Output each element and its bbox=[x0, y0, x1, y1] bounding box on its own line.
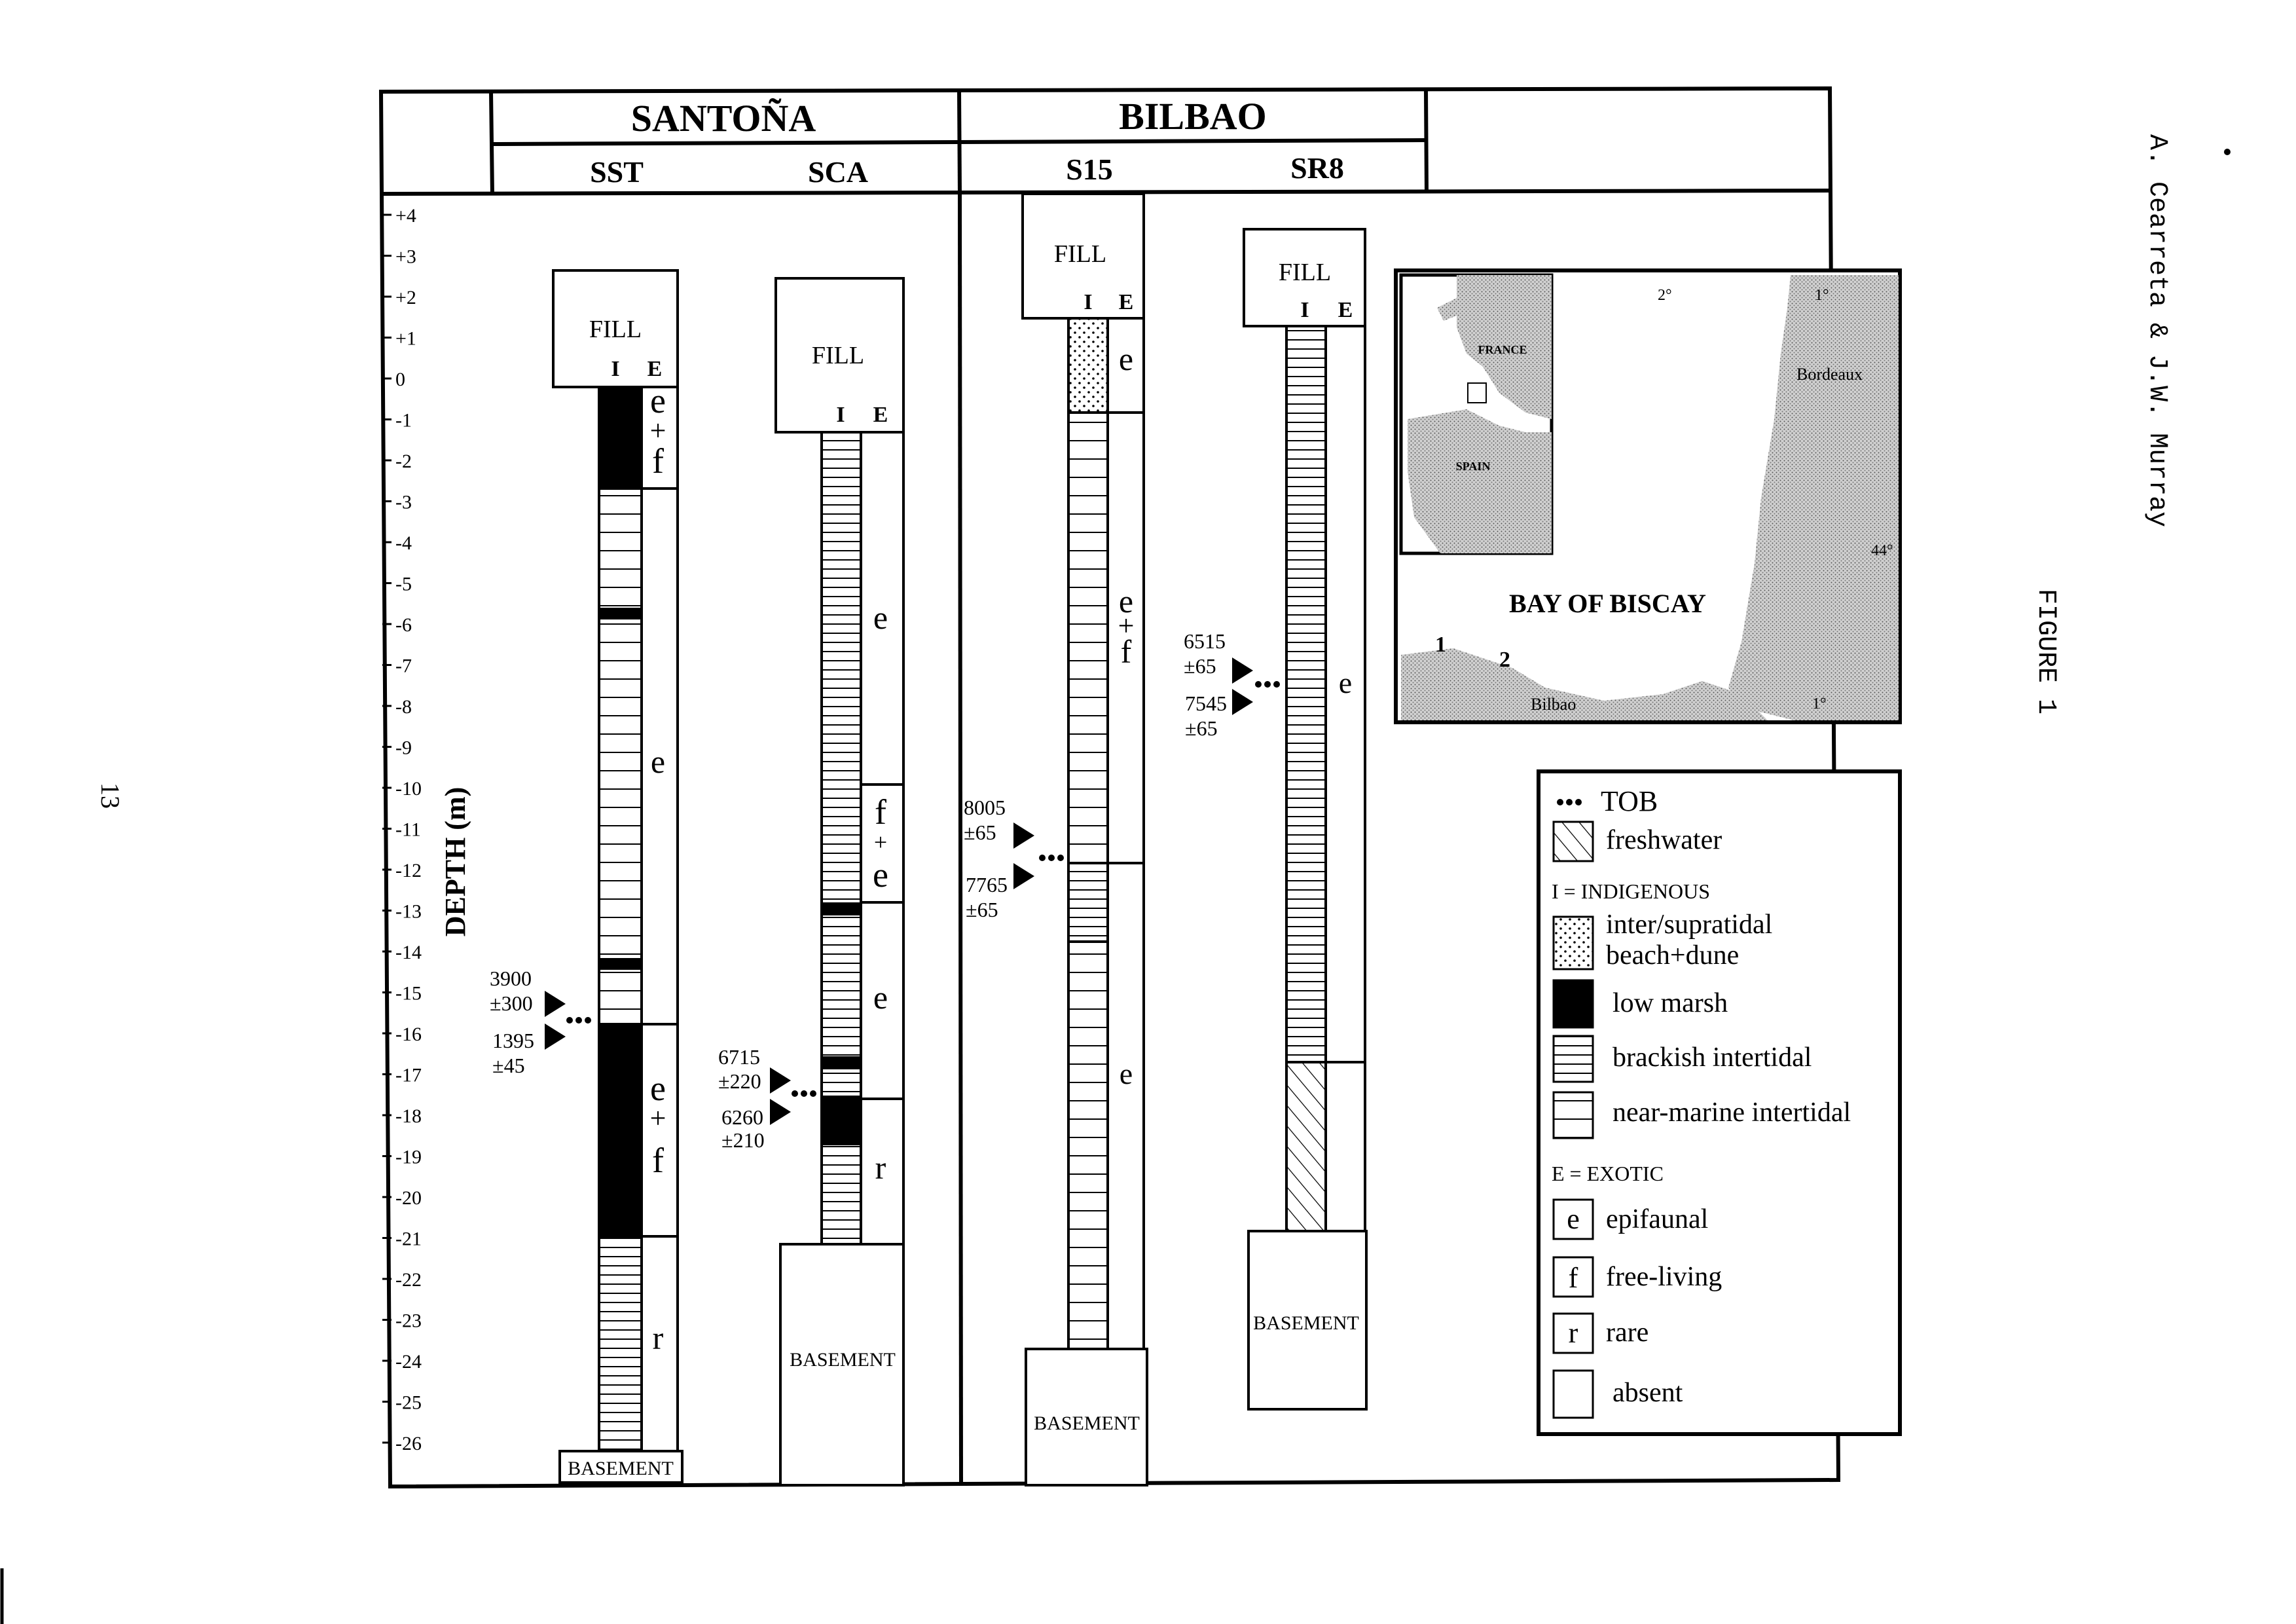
depth-axis-tick-label: -19 bbox=[395, 1146, 422, 1168]
legend-epifaunal-code: e bbox=[1567, 1203, 1580, 1235]
legend-free-living-code: f bbox=[1568, 1262, 1578, 1294]
sca-exotic-e2: e bbox=[873, 855, 888, 895]
region-label-santona: SANTOÑA bbox=[630, 97, 816, 139]
depth-axis-tick-label: +4 bbox=[395, 205, 416, 227]
depth-axis-tick-label: -6 bbox=[395, 614, 412, 636]
s15-exotic-e3: e bbox=[1119, 1057, 1133, 1090]
s15-date-marker-a bbox=[1013, 822, 1034, 849]
depth-axis-tick-label: -8 bbox=[395, 696, 412, 718]
depth-axis-tick-label: -14 bbox=[395, 942, 422, 963]
sst-exotic-e2: e bbox=[650, 743, 666, 780]
sst-exotic-r: r bbox=[652, 1320, 664, 1356]
sr8-exotic-e: e bbox=[1338, 666, 1353, 699]
legend-epifaunal-label: epifaunal bbox=[1606, 1204, 1709, 1234]
sca-date-b-error: ±210 bbox=[721, 1128, 765, 1152]
legend-brackish-label: brackish intertidal bbox=[1613, 1043, 1812, 1073]
depth-axis-tick-label: -25 bbox=[395, 1392, 422, 1414]
sr8-date-b-error: ±65 bbox=[1185, 716, 1218, 740]
sca-exotic-f: f bbox=[875, 792, 886, 832]
depth-axis-tick-label: +3 bbox=[395, 246, 416, 268]
sst-date-marker-b bbox=[545, 1024, 566, 1050]
sr8-date-marker-b bbox=[1232, 689, 1253, 715]
location-map bbox=[1396, 270, 1900, 722]
sst-exotic-f2: f bbox=[652, 1141, 664, 1180]
depth-axis-tick-label: -9 bbox=[395, 737, 412, 759]
legend-absent-swatch bbox=[1554, 1371, 1593, 1418]
depth-axis-tick-label: -5 bbox=[395, 573, 412, 595]
depth-axis-tick-label: -3 bbox=[395, 491, 412, 513]
sr8-fill-label: FILL bbox=[1278, 259, 1332, 286]
depth-axis-tick-label: -10 bbox=[395, 778, 422, 800]
s15-tob-marker bbox=[1039, 855, 1064, 861]
depth-axis-tick-label: -2 bbox=[395, 451, 412, 472]
legend-tob-label: TOB bbox=[1601, 785, 1658, 817]
legend-free-living-label: free-living bbox=[1606, 1262, 1722, 1292]
s15-date-b: 7765 bbox=[966, 873, 1008, 896]
legend-near-marine-label: near-marine intertidal bbox=[1613, 1098, 1851, 1128]
page-number: 13 bbox=[96, 783, 125, 809]
map-site-1: 1 bbox=[1435, 633, 1446, 657]
sca-exotic-plus: + bbox=[873, 829, 888, 855]
legend-near-marine-swatch bbox=[1554, 1092, 1593, 1138]
legend bbox=[1539, 771, 1900, 1434]
inset-france-label: FRANCE bbox=[1478, 343, 1527, 356]
map-lat-44: 44° bbox=[1871, 542, 1893, 559]
depth-axis-tick-label: -13 bbox=[395, 900, 422, 923]
depth-axis-tick-label: -16 bbox=[395, 1024, 422, 1045]
map-lon-2: 2° bbox=[1658, 287, 1672, 304]
s15-fill-label: FILL bbox=[1053, 240, 1107, 268]
sr8-basement-label: BASEMENT bbox=[1253, 1312, 1359, 1334]
legend-inter-supratidal-label: inter/supratidal bbox=[1606, 910, 1773, 940]
core-label-sr8: SR8 bbox=[1290, 151, 1344, 185]
sca-col-e: E bbox=[873, 403, 888, 427]
s15-date-b-error: ±65 bbox=[966, 898, 998, 921]
sr8-col-e: E bbox=[1338, 298, 1353, 322]
legend-inter-supratidal-swatch bbox=[1554, 917, 1593, 969]
sst-exotic-e: e bbox=[650, 381, 666, 420]
sst-date-b: 1395 bbox=[492, 1029, 534, 1052]
core-column-sr8 bbox=[1244, 229, 1366, 1409]
depth-axis-tick-label: +1 bbox=[395, 327, 416, 350]
sst-col-i: I bbox=[611, 357, 620, 381]
margin-dot bbox=[2224, 149, 2231, 155]
sst-exotic-plus: + bbox=[649, 415, 666, 447]
map-title-bay-of-biscay: BAY OF BISCAY bbox=[1509, 589, 1706, 618]
s15-col-i: I bbox=[1084, 290, 1093, 314]
depth-axis-label: DEPTH (m) bbox=[439, 786, 471, 937]
s15-date-a-error: ±65 bbox=[964, 821, 996, 844]
depth-axis-tick-label: -22 bbox=[395, 1269, 422, 1291]
legend-beach-dune-label: beach+dune bbox=[1606, 940, 1740, 970]
sst-date-a-error: ±300 bbox=[490, 991, 533, 1015]
depth-axis-tick-label: -20 bbox=[395, 1187, 422, 1209]
sca-date-b: 6260 bbox=[721, 1105, 763, 1129]
legend-rare-code: r bbox=[1568, 1317, 1578, 1349]
s15-exotic-e2: e bbox=[1118, 583, 1134, 619]
depth-axis-tick-label: -21 bbox=[395, 1228, 422, 1250]
sca-col-i: I bbox=[836, 403, 845, 427]
sca-date-marker-b bbox=[770, 1099, 791, 1125]
sst-exotic-f: f bbox=[652, 441, 664, 481]
s15-exotic-f: f bbox=[1120, 633, 1132, 670]
s15-exotic-e: e bbox=[1118, 341, 1134, 377]
core-column-s15 bbox=[1023, 194, 1147, 1485]
core-label-s15: S15 bbox=[1066, 153, 1113, 186]
depth-axis-tick-label: -23 bbox=[395, 1310, 422, 1332]
depth-axis-tick-label: -15 bbox=[395, 982, 422, 1005]
sst-fill-label: FILL bbox=[589, 316, 642, 343]
core-label-sst: SST bbox=[590, 155, 644, 189]
inset-map bbox=[1401, 275, 1552, 553]
sca-date-marker-a bbox=[770, 1067, 791, 1094]
legend-absent-label: absent bbox=[1613, 1378, 1683, 1408]
depth-axis-tick-label: -11 bbox=[395, 819, 421, 841]
sr8-date-a-error: ±65 bbox=[1184, 654, 1216, 678]
sca-date-a: 6715 bbox=[718, 1045, 760, 1069]
sr8-date-b: 7545 bbox=[1185, 692, 1227, 715]
figure-label: FIGURE 1 bbox=[2031, 588, 2060, 715]
inset-spain-label: SPAIN bbox=[1455, 460, 1491, 473]
sst-exotic-e3: e bbox=[650, 1069, 666, 1108]
depth-axis-tick-label: -17 bbox=[395, 1064, 422, 1086]
author-credit: A. Cearreta & J.W. Murray bbox=[2142, 134, 2172, 528]
map-lon-1-top: 1° bbox=[1815, 287, 1829, 304]
legend-rare-label: rare bbox=[1606, 1318, 1649, 1348]
map-lon-1-bottom: 1° bbox=[1812, 695, 1827, 712]
legend-brackish-swatch bbox=[1554, 1036, 1593, 1082]
depth-axis-tick-label: -1 bbox=[395, 409, 412, 432]
core-label-sca: SCA bbox=[807, 155, 869, 189]
sr8-date-a: 6515 bbox=[1184, 629, 1226, 653]
sca-basement-label: BASEMENT bbox=[790, 1349, 896, 1371]
sst-date-b-error: ±45 bbox=[492, 1054, 525, 1077]
sca-fill-label: FILL bbox=[811, 342, 865, 369]
sr8-date-marker-a bbox=[1232, 657, 1253, 684]
sca-exotic-r: r bbox=[875, 1149, 886, 1186]
s15-basement-label: BASEMENT bbox=[1034, 1412, 1140, 1434]
depth-axis-tick-label: -7 bbox=[395, 655, 412, 677]
s15-exotic-plus: + bbox=[1118, 610, 1135, 642]
legend-low-marsh-label: low marsh bbox=[1613, 988, 1728, 1018]
s15-col-e: E bbox=[1118, 290, 1134, 314]
map-site-2: 2 bbox=[1499, 648, 1510, 672]
map-label-bilbao: Bilbao bbox=[1531, 695, 1576, 714]
region-label-bilbao: BILBAO bbox=[1119, 95, 1267, 138]
depth-axis-tick-label: -4 bbox=[395, 532, 412, 554]
sca-exotic-e3: e bbox=[873, 979, 888, 1016]
sr8-col-i: I bbox=[1300, 298, 1309, 322]
sst-date-a: 3900 bbox=[490, 967, 532, 990]
depth-axis-tick-label: -18 bbox=[395, 1105, 422, 1127]
map-label-bordeaux: Bordeaux bbox=[1796, 365, 1863, 384]
s15-date-a: 8005 bbox=[964, 796, 1006, 819]
sca-date-a-error: ±220 bbox=[718, 1069, 761, 1093]
sst-date-marker-a bbox=[545, 991, 566, 1017]
sr8-tob-marker bbox=[1255, 681, 1280, 688]
sca-tob-marker bbox=[792, 1090, 816, 1097]
legend-indigenous-heading: I = INDIGENOUS bbox=[1552, 879, 1711, 903]
depth-axis-tick-label: 0 bbox=[395, 369, 405, 390]
legend-freshwater-swatch bbox=[1554, 822, 1593, 861]
depth-axis-tick-label: +2 bbox=[395, 287, 416, 308]
sst-tob-marker bbox=[566, 1017, 591, 1024]
sst-exotic-plus2: + bbox=[649, 1102, 666, 1134]
depth-axis-tick-label: -12 bbox=[395, 860, 422, 881]
legend-freshwater-label: freshwater bbox=[1606, 825, 1722, 855]
sca-exotic-e: e bbox=[873, 599, 888, 636]
legend-low-marsh-swatch bbox=[1554, 980, 1593, 1027]
s15-date-marker-b bbox=[1013, 863, 1034, 889]
sst-basement-label: BASEMENT bbox=[568, 1458, 674, 1479]
legend-exotic-heading: E = EXOTIC bbox=[1552, 1162, 1664, 1185]
depth-axis-tick-label: -26 bbox=[395, 1433, 422, 1454]
depth-axis-tick-label: -24 bbox=[395, 1351, 422, 1373]
sst-col-e: E bbox=[647, 357, 663, 381]
